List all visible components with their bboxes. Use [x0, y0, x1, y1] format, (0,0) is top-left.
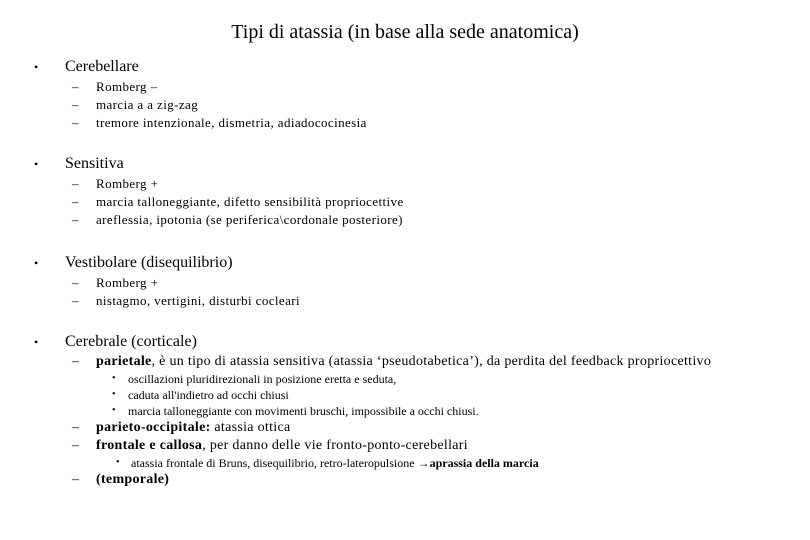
term-description: atassia ottica [210, 420, 291, 435]
list-item [0, 175, 810, 193]
dash-icon: – [72, 115, 79, 130]
section-vestibolare [0, 252, 810, 310]
list-item-parietale [0, 353, 810, 371]
list-item-text: Romberg + [96, 275, 159, 290]
list-item-text: tremore intenzionale, dismetria, adiadococinesia [96, 115, 367, 130]
section-cerebrale [0, 331, 810, 489]
term-bold: (temporale) [96, 472, 170, 487]
dot-icon: • [112, 373, 116, 384]
list-item [0, 78, 810, 96]
list-item [0, 211, 810, 229]
sub-list-item [0, 387, 810, 403]
heading-row [0, 153, 810, 175]
list-item-frontale [0, 437, 810, 455]
sub-item-bold: aprassia della marcia [429, 456, 539, 470]
sub-item-text: caduta all'indietro ad occhi chiusi [128, 388, 289, 402]
list-item-text [96, 471, 169, 489]
section-heading: Cerebrale (corticale) [65, 333, 197, 350]
list-item-text [96, 437, 468, 455]
term-bold: parietale [96, 354, 152, 369]
sub-item-plain: atassia frontale di Bruns, disequilibrio, retro-lateropulsione → [131, 456, 430, 470]
section-heading: Sensitiva [65, 155, 124, 172]
list-item-text [96, 353, 711, 371]
dash-icon: – [72, 176, 79, 191]
section-cerebellare [0, 56, 810, 132]
dash-icon: – [72, 97, 79, 112]
list-item-parieto-occipitale [0, 419, 810, 437]
list-item-text: marcia talloneggiante, difetto sensibilità propriocettive [96, 194, 404, 209]
list-item [0, 114, 810, 132]
dash-icon: – [72, 354, 80, 369]
section-heading: Cerebellare [65, 58, 139, 75]
heading-row [0, 252, 810, 274]
term-bold: parieto-occipitale: [96, 420, 211, 435]
bullet-icon: • [34, 60, 39, 74]
list-item-temporale [0, 471, 810, 489]
sub-item-text: marcia talloneggiante con movimenti bruschi, impossibile a occhi chiusi. [128, 404, 479, 418]
heading-row [0, 56, 810, 78]
page-title: Tipi di atassia (in base alla sede anatomica) [231, 21, 579, 43]
list-item-text: marcia a a zig-zag [96, 97, 199, 112]
list-item [0, 193, 810, 211]
sub-list-item [0, 371, 810, 387]
dash-icon: – [72, 472, 80, 487]
bullet-icon: • [34, 256, 39, 270]
dash-icon: – [72, 194, 79, 209]
sub-list-item [0, 403, 810, 419]
term-description: , è un tipo di atassia sensitiva (atassia ‘pseudotabetica’), da perdita del feedback propriocettivo [151, 354, 712, 369]
list-item-text: Romberg + [96, 176, 159, 191]
dash-icon: – [72, 212, 79, 227]
dot-icon: • [112, 389, 116, 400]
dash-icon: – [72, 420, 80, 435]
list-item-text: areflessia, ipotonia (se periferica\cordonale posteriore) [96, 212, 403, 227]
section-sensitiva [0, 153, 810, 229]
dash-icon: – [72, 293, 79, 308]
dash-icon: – [72, 275, 79, 290]
sub-list-item [0, 455, 810, 471]
heading-row [0, 331, 810, 353]
list-item [0, 292, 810, 310]
bullet-icon: • [34, 335, 39, 349]
dot-icon: • [116, 457, 120, 468]
list-item-text [96, 419, 290, 437]
dash-icon: – [72, 79, 79, 94]
dot-icon: • [112, 405, 116, 416]
dash-icon: – [72, 438, 80, 453]
list-item [0, 96, 810, 114]
sub-item-text: oscillazioni pluridirezionali in posizione eretta e seduta, [128, 372, 397, 386]
list-item [0, 274, 810, 292]
sub-item-text [131, 455, 539, 471]
list-item-text: nistagmo, vertigini, disturbi cocleari [96, 293, 301, 308]
section-heading: Vestibolare (disequilibrio) [65, 254, 233, 271]
term-description: , per danno delle vie fronto-ponto-cerebellari [202, 438, 468, 453]
term-bold: frontale e callosa [96, 438, 203, 453]
bullet-icon: • [34, 157, 39, 171]
list-item-text: Romberg – [96, 79, 158, 94]
